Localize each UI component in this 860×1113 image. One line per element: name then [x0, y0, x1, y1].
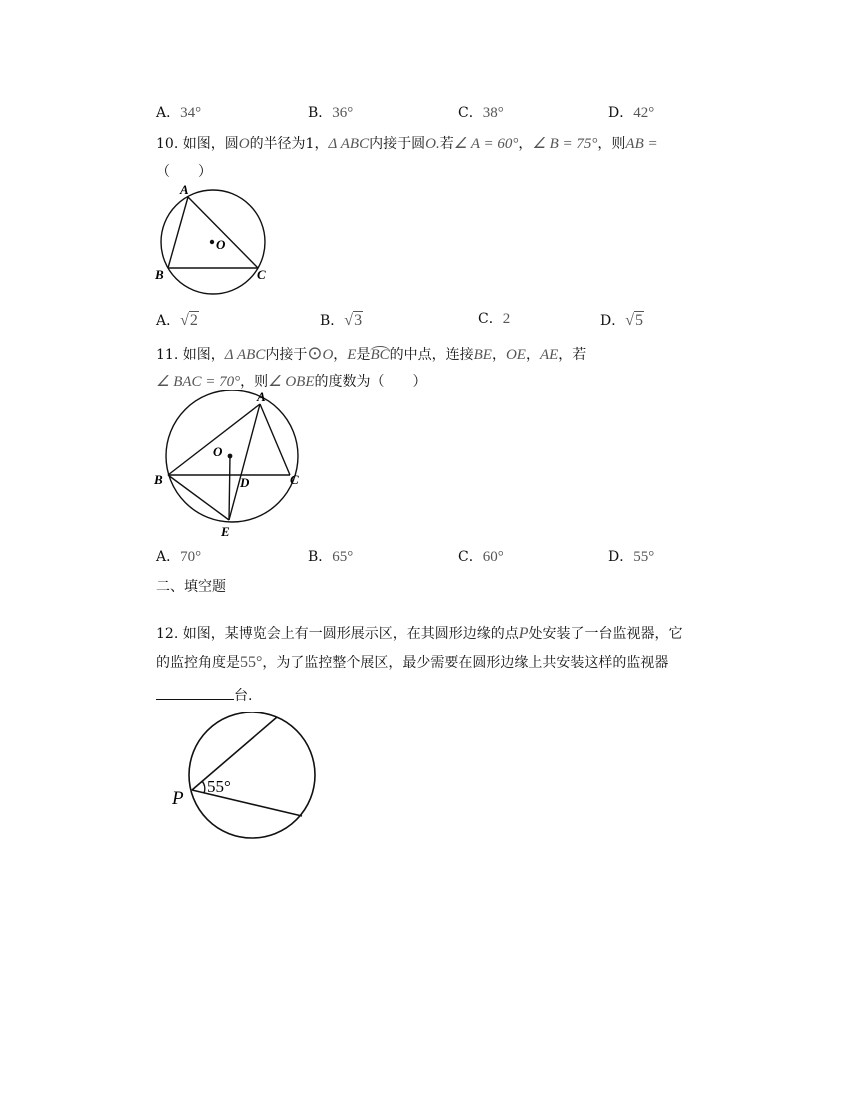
option-value: 2	[502, 311, 511, 327]
option-value: 38°	[482, 105, 504, 121]
text: 若	[439, 136, 454, 152]
sqrt: √3	[344, 312, 363, 329]
math-ab: AB =	[625, 136, 658, 152]
option-value: 60°	[482, 549, 504, 565]
text: ，为了监控整个展区，最少需要在圆形边缘上共安装这样的监视器	[262, 655, 669, 671]
circle	[189, 712, 315, 838]
option-value: 42°	[633, 105, 655, 121]
q12-line1	[156, 622, 683, 646]
circle-dot-symbol: ⊙	[307, 343, 323, 363]
math-o: O	[238, 136, 250, 152]
text: 台.	[234, 688, 253, 704]
section-heading: 二、填空题	[156, 579, 226, 595]
math-oe: OE	[505, 347, 526, 363]
radicand: 5	[635, 312, 644, 329]
label-p: P	[172, 788, 184, 809]
text: 的中点，连接	[389, 347, 474, 363]
text: 内接于	[265, 347, 308, 363]
segment-oe	[229, 456, 230, 520]
option-label: C．	[458, 105, 483, 121]
segment-ae	[229, 404, 260, 520]
q10-number: 10. 如图，圆	[156, 136, 239, 152]
center-dot	[228, 454, 233, 459]
option-value: 70°	[180, 549, 202, 565]
math-angle-a: ∠ A = 60°	[453, 136, 519, 152]
q9-option-c[interactable]	[458, 102, 504, 122]
q12-line3	[156, 684, 252, 708]
option-label: C．	[478, 311, 503, 327]
math-o: O	[322, 347, 334, 363]
text: 的度数为（ ）	[314, 374, 427, 390]
q10-option-a[interactable]	[156, 310, 199, 330]
chord-upper	[192, 717, 277, 790]
text: ，则	[240, 374, 269, 390]
angle-arc	[202, 781, 205, 793]
segment-ac	[260, 404, 290, 475]
q9-option-d[interactable]	[608, 102, 654, 122]
text: 内接于圆	[369, 136, 426, 152]
q10-paren: （ ）	[156, 164, 212, 180]
text: 12. 如图，某博览会上有一圆形展示区，在其圆形边缘的点	[156, 626, 519, 642]
text: 处安装了一台监视器，它	[528, 626, 683, 642]
math-ae: AE	[539, 347, 559, 363]
label-a: A	[257, 390, 266, 404]
q11-option-d[interactable]	[608, 546, 654, 566]
math-arc-bc: BC	[370, 347, 390, 363]
option-value: 55°	[633, 549, 655, 565]
label-o: O	[213, 444, 223, 459]
option-value: 34°	[180, 105, 202, 121]
q9-option-b[interactable]	[308, 102, 353, 122]
math-angle-obe: ∠ OBE	[268, 374, 315, 390]
label-a: A	[180, 182, 189, 197]
sqrt: √2	[180, 312, 198, 329]
q10-figure	[150, 182, 280, 302]
option-label: A．	[156, 105, 181, 121]
answer-blank[interactable]	[156, 685, 234, 700]
text: ，	[333, 347, 348, 363]
label-o: O	[216, 237, 226, 252]
text: ，	[518, 136, 533, 152]
q10-option-b[interactable]	[320, 310, 363, 330]
math-o: O.	[425, 136, 440, 152]
text: ，	[525, 347, 540, 363]
math-p: P	[518, 625, 529, 642]
option-label: D．	[608, 105, 634, 121]
label-d: D	[240, 475, 250, 490]
q10-option-c[interactable]	[478, 308, 510, 328]
q9-option-a[interactable]	[156, 102, 201, 122]
math-be: BE	[473, 347, 492, 363]
q11-option-c[interactable]	[458, 546, 504, 566]
q10-option-d[interactable]	[600, 310, 644, 330]
option-label: B．	[320, 313, 345, 329]
option-label: A．	[156, 549, 181, 565]
text: ，则	[597, 136, 626, 152]
q12-figure	[165, 712, 325, 842]
label-c: C	[257, 267, 266, 282]
option-label: D．	[608, 549, 634, 565]
q11-stem-line1	[156, 341, 586, 367]
segment-ab	[168, 197, 188, 268]
q11-figure	[150, 390, 310, 542]
math-e: E	[347, 347, 357, 363]
q11-option-b[interactable]	[308, 546, 353, 566]
segment-ab	[168, 404, 260, 475]
q12-line2	[156, 651, 668, 675]
radicand: 3	[354, 312, 363, 329]
label-b: B	[154, 472, 163, 487]
radicand: 2	[189, 312, 198, 329]
label-c: C	[290, 472, 299, 487]
option-label: D．	[600, 313, 626, 329]
q10-stem	[156, 132, 658, 156]
text: ，	[491, 347, 506, 363]
math-triangle: Δ ABC	[328, 136, 370, 152]
segment-ac	[188, 197, 258, 268]
option-value: 36°	[332, 105, 354, 121]
text: ，若	[558, 347, 587, 363]
option-value: 65°	[332, 549, 354, 565]
q11-number: 11. 如图，	[156, 347, 225, 363]
q11-option-a[interactable]	[156, 546, 201, 566]
option-label: B．	[308, 105, 333, 121]
math-angle-bac: ∠ BAC = 70°	[156, 374, 241, 390]
option-label: A．	[156, 313, 181, 329]
text: 的半径为1，	[249, 136, 329, 152]
label-b: B	[155, 267, 164, 282]
sqrt: √5	[625, 312, 644, 329]
option-label: B．	[308, 549, 333, 565]
center-dot	[210, 240, 214, 244]
math-angle-b: ∠ B = 75°	[532, 136, 598, 152]
option-label: C．	[458, 549, 483, 565]
text: 的监控角度是	[156, 655, 240, 671]
text: 是	[356, 347, 371, 363]
math-angle: 55°	[240, 654, 263, 671]
label-e: E	[221, 524, 230, 539]
math-triangle: Δ ABC	[224, 347, 266, 363]
label-angle: 55°	[207, 777, 231, 796]
